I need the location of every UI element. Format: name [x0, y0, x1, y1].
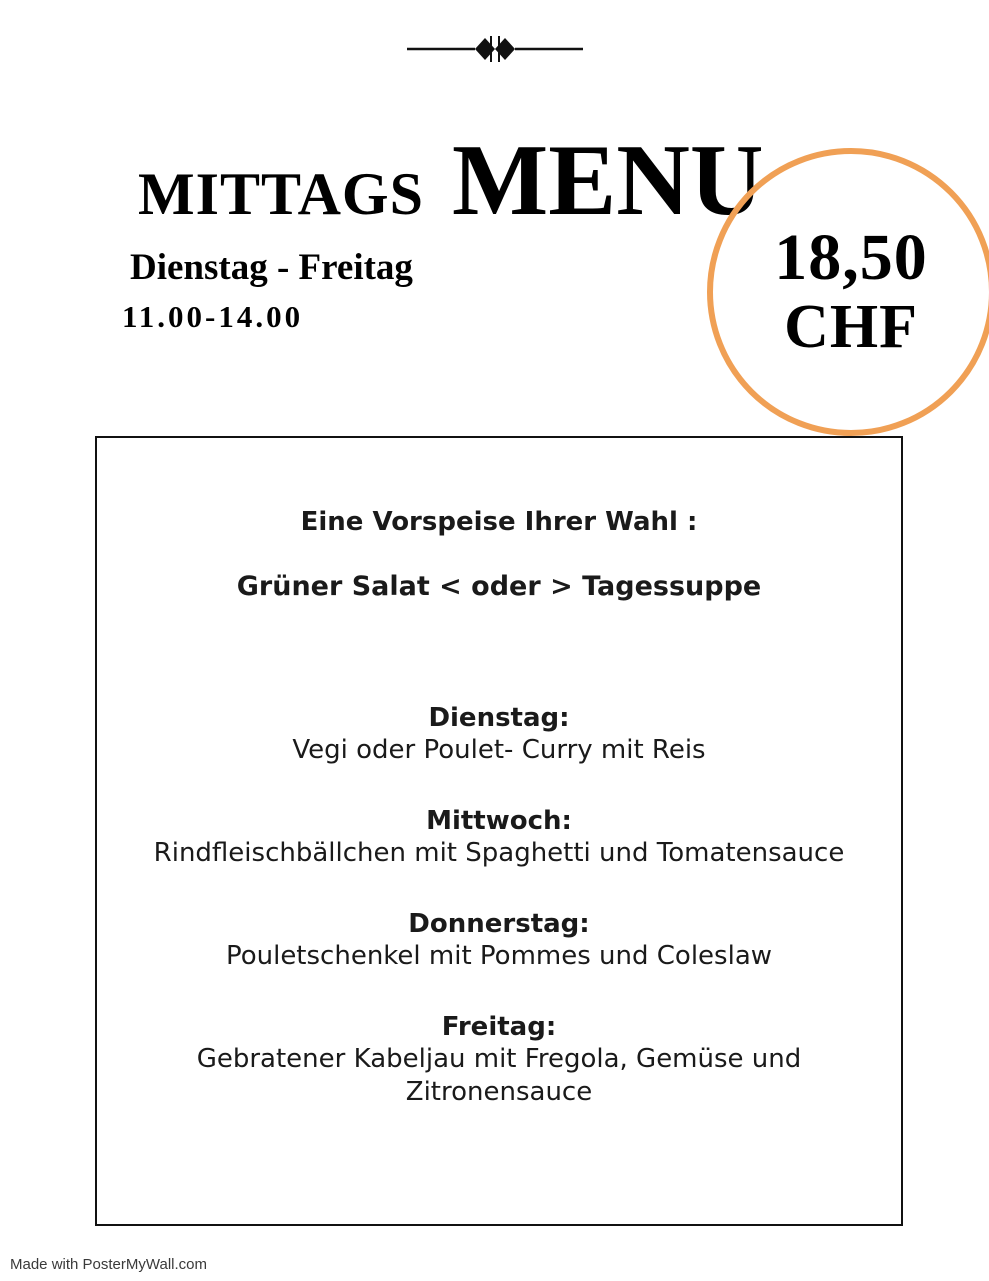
title-secondary: MENU — [451, 124, 764, 237]
starter-label: Eine Vorspeise Ihrer Wahl : — [300, 507, 698, 537]
title-primary: MITTAGS — [138, 161, 424, 227]
price-amount: 18,50 — [774, 221, 928, 295]
list-item — [127, 908, 871, 973]
day-name: Freitag: — [441, 1011, 557, 1042]
list-item — [127, 805, 871, 870]
price-currency: CHF — [784, 292, 918, 361]
price-badge — [707, 148, 989, 436]
day-name: Mittwoch: — [426, 805, 572, 836]
decorative-divider — [0, 34, 989, 64]
list-item — [127, 702, 871, 767]
day-dish: Rindfleischbällchen mit Spaghetti und Tomatensauce — [153, 838, 845, 869]
daily-dishes-list — [127, 702, 871, 1109]
footer-credit: Made with PosterMyWall.com — [10, 1256, 207, 1273]
day-dish: Pouletschenkel mit Pommes und Coleslaw — [225, 941, 773, 972]
starter-choice: Grüner Salat < oder > Tagessuppe — [236, 570, 762, 602]
day-dish: Vegi oder Poulet- Curry mit Reis — [292, 735, 706, 766]
day-dish: Gebratener Kabeljau mit Fregola, Gemüse und Zitronensauce — [196, 1044, 802, 1107]
menu-panel — [95, 436, 903, 1226]
day-name: Donnerstag: — [408, 908, 590, 939]
subtitle-days: Dienstag - Freitag — [130, 247, 413, 288]
day-name: Dienstag: — [428, 702, 570, 733]
subtitle-hours: 11.00-14.00 — [122, 299, 304, 334]
list-item — [127, 1011, 871, 1109]
